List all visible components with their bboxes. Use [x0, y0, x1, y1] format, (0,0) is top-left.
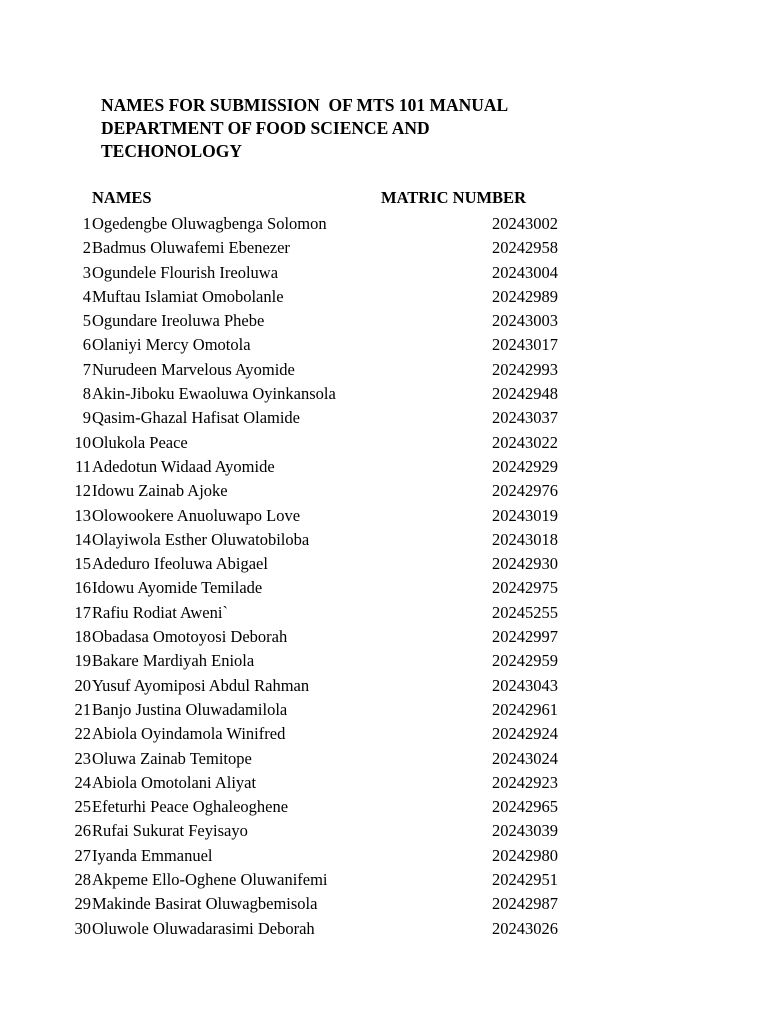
matric-number: 20242993: [492, 359, 558, 379]
matric-number: 20243017: [492, 335, 558, 355]
matric-number: 20245255: [492, 602, 558, 622]
table-row: [0, 236, 768, 260]
table-row: [0, 795, 768, 819]
matric-number: 20242951: [492, 870, 558, 890]
row-number: 14: [74, 529, 91, 549]
names-column-header: NAMES: [92, 188, 152, 207]
table-row: [0, 649, 768, 673]
student-name: Ogedengbe Oluwagbenga Solomon: [92, 214, 327, 233]
matric-number: 20243018: [492, 529, 558, 549]
row-number: 3: [82, 262, 91, 282]
student-name: Makinde Basirat Oluwagbemisola: [92, 894, 318, 914]
row-number: 25: [74, 797, 91, 817]
student-name: Efeturhi Peace Oghaleoghene: [92, 797, 289, 817]
row-number: 26: [74, 821, 91, 841]
student-name: Yusuf Ayomiposi Abdul Rahman: [92, 675, 310, 695]
table-row: [0, 285, 768, 309]
row-number: 4: [82, 286, 91, 306]
row-number: 20: [74, 675, 91, 695]
row-number: 21: [74, 699, 91, 719]
row-number: 27: [74, 845, 91, 865]
student-name: Oluwa Zainab Temitope: [92, 748, 252, 768]
student-name: Qasim-Ghazal Hafisat Olamide: [92, 408, 301, 428]
matric-number: 20242976: [492, 481, 558, 501]
matric-number: 20243037: [492, 408, 558, 428]
row-number: 24: [74, 772, 91, 792]
matric-number: 20242923: [492, 772, 558, 792]
matric-number: 20243002: [492, 214, 558, 233]
student-name: Nurudeen Marvelous Ayomide: [92, 359, 295, 379]
student-name: Adedotun Widaad Ayomide: [92, 456, 275, 476]
row-number: 2: [82, 238, 91, 258]
table-row: [0, 309, 768, 333]
document-title: [101, 94, 661, 163]
student-name: Bakare Mardiyah Eniola: [92, 651, 255, 671]
student-name: Olayiwola Esther Oluwatobiloba: [92, 529, 310, 549]
student-name: Oluwole Oluwadarasimi Deborah: [92, 918, 315, 938]
matric-number: 20243026: [492, 918, 558, 938]
table-row: [0, 552, 768, 576]
table-row: [0, 747, 768, 771]
table-row: [0, 576, 768, 600]
matric-number-column-header: MATRIC NUMBER: [381, 188, 526, 207]
student-name: Iyanda Emmanuel: [92, 845, 213, 865]
row-number: 10: [74, 432, 91, 452]
row-number: 15: [74, 554, 91, 574]
table-row: [0, 455, 768, 479]
table-row: [0, 479, 768, 503]
table-row: [0, 892, 768, 916]
matric-number: 20242948: [492, 384, 558, 404]
student-name: Idowu Ayomide Temilade: [92, 578, 263, 598]
matric-number: 20243019: [492, 505, 558, 525]
table-row: [0, 601, 768, 625]
table-row: [0, 261, 768, 285]
student-name: Abiola Omotolani Aliyat: [92, 772, 257, 792]
matric-number: 20243043: [492, 675, 558, 695]
student-name: Akpeme Ello-Oghene Oluwanifemi: [92, 870, 328, 890]
table-row: [0, 431, 768, 455]
row-number: 11: [75, 456, 91, 476]
matric-number: 20242989: [492, 286, 558, 306]
table-row: [0, 844, 768, 868]
table-row: [0, 212, 768, 236]
row-number: 29: [74, 894, 91, 914]
student-name: Olowookere Anuoluwapo Love: [92, 505, 301, 525]
matric-number: 20242930: [492, 554, 558, 574]
student-name: Badmus Oluwafemi Ebenezer: [92, 238, 290, 258]
student-name: Obadasa Omotoyosi Deborah: [92, 627, 288, 647]
table-header: [0, 188, 768, 210]
table-row: [0, 625, 768, 649]
table-row: [0, 868, 768, 892]
title-line-1: NAMES FOR SUBMISSION OF MTS 101 MANUAL: [101, 95, 509, 115]
table-row: [0, 674, 768, 698]
student-name: Ogundare Ireoluwa Phebe: [92, 311, 265, 331]
row-number: 13: [74, 505, 91, 525]
matric-number: 20242997: [492, 627, 558, 647]
matric-number: 20243024: [492, 748, 558, 768]
table-row: [0, 504, 768, 528]
row-number: 16: [74, 578, 91, 598]
title-line-2: DEPARTMENT OF FOOD SCIENCE AND: [101, 118, 430, 138]
table-row: [0, 917, 768, 941]
matric-number: 20243039: [492, 821, 558, 841]
row-number: 6: [82, 335, 91, 355]
row-number: 5: [82, 311, 91, 331]
row-number: 17: [74, 602, 91, 622]
matric-number: 20242980: [492, 845, 558, 865]
student-list: [0, 212, 768, 941]
row-number: 23: [74, 748, 91, 768]
row-number: 1: [82, 214, 91, 233]
student-name: Ogundele Flourish Ireoluwa: [92, 262, 279, 282]
matric-number: 20243022: [492, 432, 558, 452]
table-row: [0, 406, 768, 430]
table-row: [0, 698, 768, 722]
row-number: 7: [82, 359, 91, 379]
table-row: [0, 819, 768, 843]
row-number: 19: [74, 651, 91, 671]
student-name: Adeduro Ifeoluwa Abigael: [92, 554, 268, 574]
matric-number: 20242975: [492, 578, 558, 598]
student-name: Olukola Peace: [92, 432, 188, 452]
student-name: Idowu Zainab Ajoke: [92, 481, 228, 501]
table-row: [0, 358, 768, 382]
table-row: [0, 722, 768, 746]
row-number: 22: [74, 724, 91, 744]
matric-number: 20242987: [492, 894, 558, 914]
matric-number: 20243004: [492, 262, 558, 282]
title-line-3: TECHONOLOGY: [101, 141, 242, 161]
row-number: 18: [74, 627, 91, 647]
table-row: [0, 333, 768, 357]
matric-number: 20242959: [492, 651, 558, 671]
student-name: Muftau Islamiat Omobolanle: [92, 286, 284, 306]
matric-number: 20243003: [492, 311, 558, 331]
row-number: 9: [82, 408, 91, 428]
student-name: Akin-Jiboku Ewaoluwa Oyinkansola: [92, 384, 336, 404]
row-number: 30: [74, 918, 91, 938]
matric-number: 20242924: [492, 724, 558, 744]
student-name: Olaniyi Mercy Omotola: [92, 335, 251, 355]
table-row: [0, 528, 768, 552]
student-name: Rufai Sukurat Feyisayo: [92, 821, 248, 841]
matric-number: 20242961: [492, 699, 558, 719]
table-row: [0, 771, 768, 795]
row-number: 8: [82, 384, 91, 404]
student-name: Abiola Oyindamola Winifred: [92, 724, 286, 744]
row-number: 28: [74, 870, 91, 890]
matric-number: 20242965: [492, 797, 558, 817]
student-name: Banjo Justina Oluwadamilola: [92, 699, 288, 719]
matric-number: 20242929: [492, 456, 558, 476]
student-name: Rafiu Rodiat Aweni`: [92, 602, 228, 622]
row-number: 12: [74, 481, 91, 501]
table-row: [0, 382, 768, 406]
matric-number: 20242958: [492, 238, 558, 258]
